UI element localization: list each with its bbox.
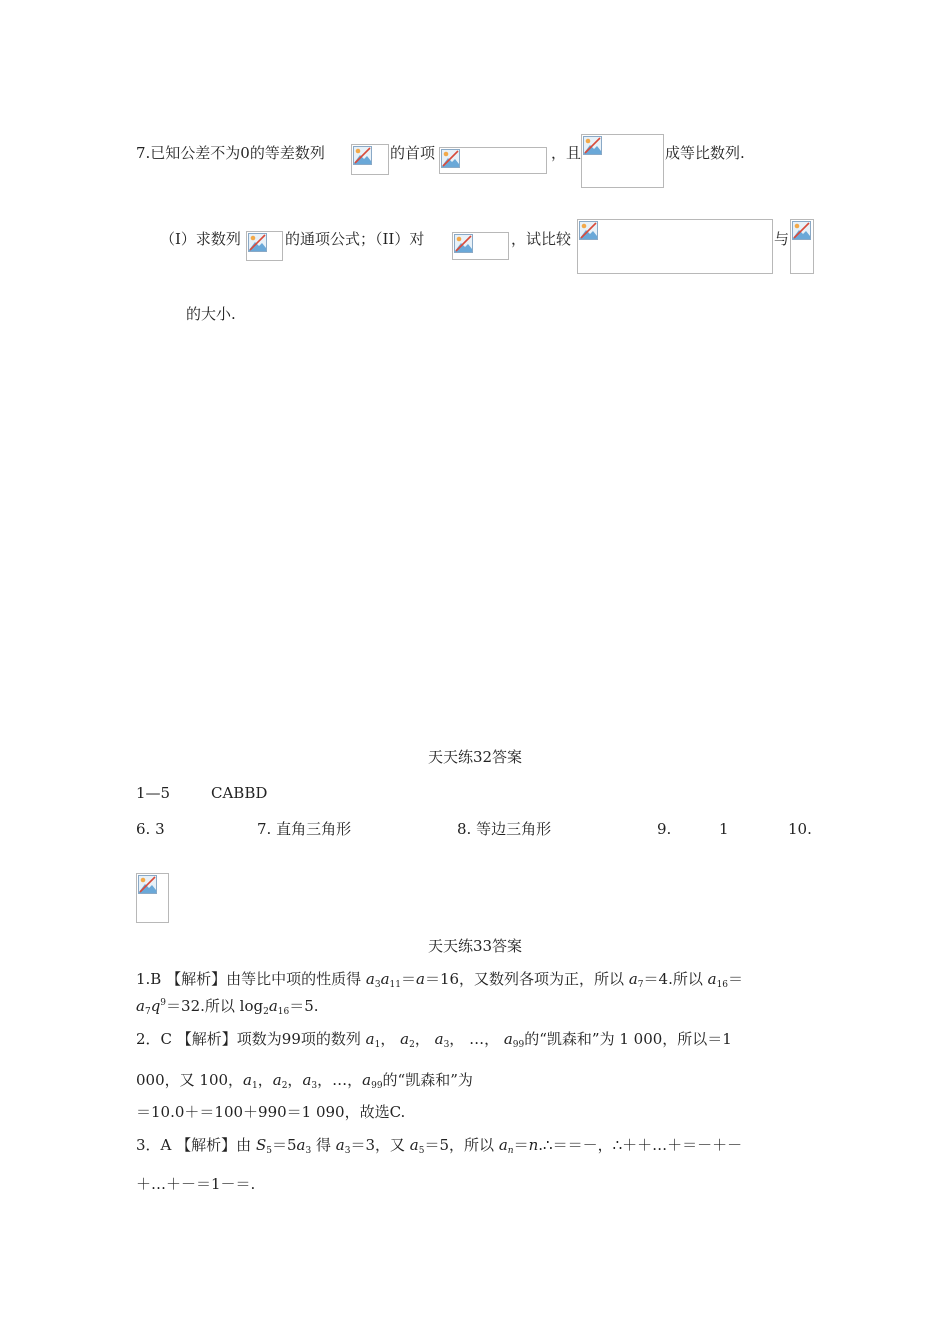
q1-text5: ＝5. <box>289 997 319 1015</box>
ans33-q3-line1: 3．A 【解析】由 $S_5=5a_3$ 得 $a_3=3$，又 $a_5=5$，所以 $a_n=n.\therefore==-$，∴＋＋…＋＝－＋－ <box>136 1136 743 1156</box>
q7-line1-mid: 的首项 <box>390 144 436 162</box>
ans32-title: 天天练32答案 <box>427 748 523 766</box>
q1-text3: ＝4.所以 <box>643 970 703 988</box>
q7-part2-with: 与 <box>774 230 790 248</box>
formula-image <box>136 873 169 923</box>
broken-image-icon <box>441 149 460 168</box>
ans33-q1-line2: $a_7q^9=32$.所以 $\log_2a_{16}=5$. <box>136 997 319 1017</box>
formula-image <box>577 219 773 274</box>
formula-image <box>581 134 664 188</box>
q2-text1: 项数为99项的数列 <box>236 1030 361 1048</box>
ans32-a10-label: 10. <box>788 820 812 838</box>
broken-image-icon <box>579 221 598 240</box>
ans32-a9-value: 1 <box>719 820 729 838</box>
q7-line1-prefix: 7.已知公差不为0的等差数列 <box>136 144 325 162</box>
formula-image <box>246 231 283 261</box>
broken-image-icon <box>248 233 267 252</box>
ans32-a9-label: 9. <box>657 820 672 838</box>
broken-image-icon <box>792 221 811 240</box>
q3-text2: 得 <box>315 1136 331 1154</box>
ans33-q3-line2: ＋…＋－＝1－＝. <box>136 1175 256 1193</box>
ans33-q3-tag: 3．A 【解析】 <box>136 1136 237 1154</box>
q7-part1: （I）求数列 <box>160 230 241 248</box>
q7-line3: 的大小. <box>186 305 236 323</box>
formula-image <box>452 232 509 260</box>
ans33-q2-tag: 2．C 【解析】 <box>136 1030 237 1048</box>
ans32-a6: 6. 3 <box>136 820 165 838</box>
ans33-q2-line3: ＝10.0＋＝100＋990＝1 090，故选C. <box>136 1103 406 1121</box>
q7-part1-end: 的通项公式；（II）对 <box>285 230 425 248</box>
ans32-a8: 8. 等边三角形 <box>457 820 552 838</box>
q1-text1: 由等比中项的性质得 <box>226 970 362 988</box>
ans32-r1-value: CABBD <box>211 784 268 802</box>
q3-text3: ＝3，又 <box>350 1136 406 1154</box>
q1-text2: ＝16，又数列各项为正，所以 <box>424 970 625 988</box>
q2-line2a: 000，又 100， <box>136 1071 244 1089</box>
q7-line1-end: 成等比数列. <box>665 144 745 162</box>
q1-text4: ＝32.所以 log <box>166 997 264 1015</box>
ans32-a7: 7. 直角三角形 <box>257 820 352 838</box>
q3-text4: ＝5，所以 <box>424 1136 495 1154</box>
q3-text5: ∴＝＝－，∴＋＋…＋＝－＋－ <box>543 1136 743 1154</box>
ans33-title: 天天练33答案 <box>427 937 523 955</box>
ans33-q2-line1: 2．C 【解析】项数为99项的数列 $a_1$， $a_2$， $a_3$， …， $a_{99}$的“凯森和”为 1 000，所以＝1 <box>136 1030 732 1050</box>
broken-image-icon <box>454 234 473 253</box>
q3-text1: 由 <box>236 1136 252 1154</box>
q7-part2-mid: ，试比较 <box>511 230 572 248</box>
ans32-r1-label: 1—5 <box>136 784 171 802</box>
formula-image <box>790 219 814 274</box>
broken-image-icon <box>583 136 602 155</box>
ans33-q2-line2: 000，又 100，$a_1$，$a_2$，$a_3$，…，$a_{99}$的“凯森和”为 <box>136 1071 473 1091</box>
formula-image <box>439 147 547 174</box>
broken-image-icon <box>138 875 157 894</box>
ans33-q1-line1: 1.B 【解析】由等比中项的性质得 $a_3a_{11}=a=16$，又数列各项为正，所以 $a_7=4$.所以 $a_{16}=$ <box>136 970 744 990</box>
q7-line1-comma: ，且 <box>551 144 582 162</box>
broken-image-icon <box>353 146 372 165</box>
q2-line2b: 的“凯森和”为 <box>382 1071 473 1089</box>
ans33-q1-tag: 1.B 【解析】 <box>136 970 227 988</box>
q2-text2: 的“凯森和”为 1 000，所以＝1 <box>524 1030 732 1048</box>
formula-image <box>351 144 389 175</box>
